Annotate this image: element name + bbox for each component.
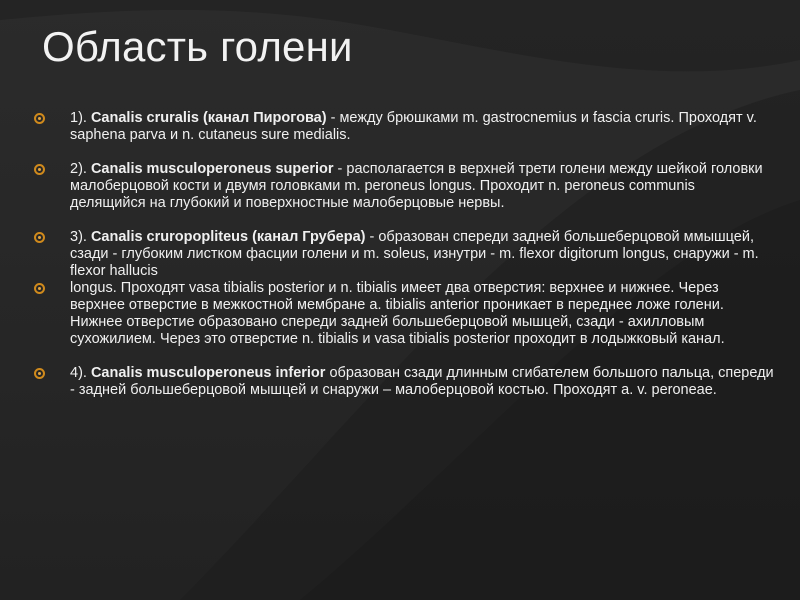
list-item [34, 229, 774, 280]
item-prefix: 2). [70, 161, 91, 177]
bullet-icon [34, 283, 45, 294]
list-item [34, 161, 774, 212]
bullet-icon [34, 368, 45, 379]
bullet-list [34, 110, 774, 399]
list-item [34, 110, 774, 144]
item-prefix: 3). [70, 229, 91, 245]
slide-title: Область голени [42, 23, 353, 70]
item-text: - между брюшками m. gastrocnemius и fascia cruris. Проходят v. saphena parva и n. cutaneus sure medialis. [70, 110, 757, 143]
bullet-icon [34, 232, 45, 243]
item-text: - образован спереди задней большеберцовой ммышцей, сзади - глубоким листком фасции голени и m. soleus, изнутри - m. flexor digitorum longus, снаружи - m. flexor hallucis [70, 229, 759, 279]
list-item [34, 365, 774, 399]
item-text: longus. Проходят vasa tibialis posterior и n. tibialis имеет два отверстия: верхнее и нижнее. Через верхнее отверстие в межкостной мембране a. tibialis anterior проникает в переднее ложе голени. Нижнее отверстие образовано спереди задней большеберцовой мышцей, сзади - ахилловым сухожилием. Через это отверстие n. tibialis и vasa tibialis posterior проходит в лодыжковый канал. [70, 280, 725, 347]
item-term: Canalis cruralis (канал Пирогова) [90, 110, 327, 126]
item-term: Canalis musculoperoneus superior [90, 161, 334, 177]
list-item [34, 280, 774, 348]
item-term: Canalis cruropopliteus (канал Грубера) [90, 229, 366, 245]
bullet-icon [34, 164, 45, 175]
bullet-icon [34, 113, 45, 124]
item-prefix: 1). [70, 110, 91, 126]
item-term: Canalis musculoperoneus inferior [90, 365, 326, 381]
item-prefix: 4). [70, 365, 91, 381]
item-text: - располагается в верхней трети голени между шейкой головки малоберцовой кости и двумя головками m. peroneus longus. Проходит n. peroneus communis делящийся на глубокий и поверхностные малоберцовые нервы. [70, 161, 763, 211]
item-text: образован сзади длинным сгибателем большого пальца, спереди - задней большеберцовой мышцей и снаружи – малоберцовой костью. Проходят a. v. peroneae. [70, 365, 774, 398]
